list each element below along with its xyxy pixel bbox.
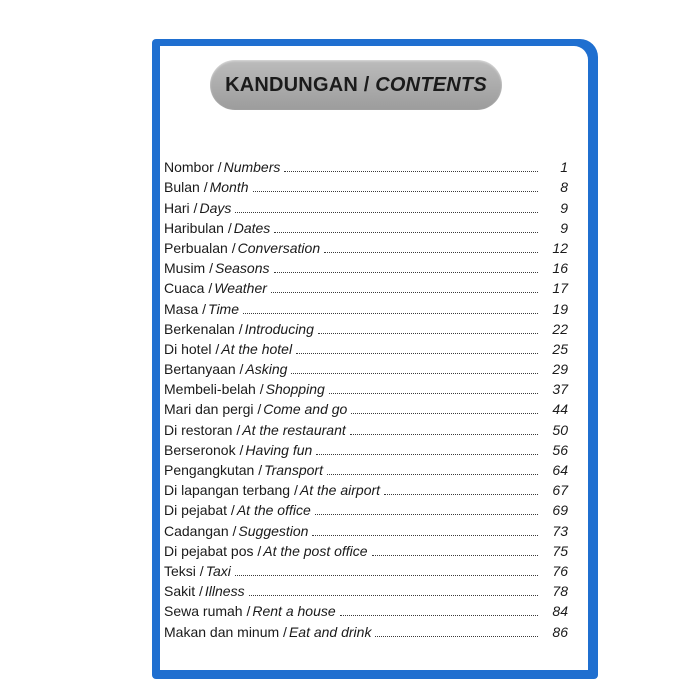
- dot-leader: [375, 626, 538, 637]
- entry-page-number: 9: [560, 199, 568, 216]
- entry-separator: /: [234, 320, 243, 337]
- toc-entry: [164, 518, 568, 538]
- entry-english: Eat and drink: [288, 623, 372, 640]
- entry-page-number: 37: [552, 381, 568, 398]
- entry-separator: /: [205, 260, 214, 277]
- entry-english: Having fun: [245, 441, 313, 458]
- toc-entry: [164, 599, 568, 619]
- entry-separator: /: [254, 462, 263, 478]
- toc-entry: [164, 498, 568, 518]
- entry-english: At the office: [236, 502, 311, 519]
- dot-leader: [351, 403, 538, 414]
- entry-malay: Makan dan minum: [164, 623, 280, 640]
- entry-malay: Membeli-belah: [164, 381, 256, 398]
- entry-malay: Sewa rumah: [164, 603, 243, 620]
- entry-page-number: 9: [560, 219, 568, 236]
- dot-leader: [274, 222, 538, 233]
- toc-entry: [164, 559, 568, 579]
- dot-leader: [316, 444, 538, 455]
- entry-page-number: 75: [552, 542, 568, 559]
- entry-malay: Di hotel: [164, 340, 212, 357]
- entry-malay: Musim: [164, 260, 206, 277]
- toc-entry: [164, 458, 568, 478]
- entry-english: At the airport: [299, 482, 381, 499]
- entry-separator: /: [211, 340, 220, 357]
- table-of-contents: [164, 155, 568, 640]
- entry-page-number: 50: [552, 421, 568, 438]
- toc-entry: [164, 296, 568, 316]
- entry-malay: Pengangkutan: [164, 462, 255, 478]
- entry-page-number: 17: [552, 280, 568, 297]
- toc-entry: [164, 619, 568, 639]
- entry-page-number: 76: [552, 562, 568, 579]
- entry-english: Days: [199, 199, 232, 216]
- toc-entry: [164, 417, 568, 437]
- toc-entry: [164, 478, 568, 498]
- entry-english: Suggestion: [238, 522, 309, 539]
- entry-separator: /: [198, 300, 207, 317]
- page-title: [225, 74, 487, 97]
- title-malay: KANDUNGAN: [225, 73, 358, 96]
- dot-leader: [372, 545, 538, 556]
- entry-malay: Nombor: [164, 159, 214, 176]
- toc-entry: [164, 216, 568, 236]
- dot-leader: [235, 202, 538, 213]
- entry-malay: Cuaca: [164, 280, 205, 297]
- toc-entry: [164, 256, 568, 276]
- entry-separator: /: [227, 239, 236, 256]
- entry-separator: /: [195, 562, 204, 579]
- entry-separator: /: [213, 159, 222, 176]
- entry-malay: Di lapangan terbang: [164, 482, 291, 499]
- dot-leader: [253, 181, 538, 192]
- dot-leader: [384, 484, 538, 495]
- title-banner: [210, 60, 502, 110]
- dot-leader: [315, 504, 538, 515]
- entry-page-number: 25: [552, 340, 568, 357]
- entry-separator: /: [195, 583, 203, 600]
- dot-leader: [249, 585, 538, 596]
- entry-english: Seasons: [215, 260, 270, 277]
- entry-english: Numbers: [223, 159, 281, 176]
- entry-separator: /: [204, 280, 213, 297]
- entry-english: At the post office: [263, 542, 368, 559]
- toc-entry: [164, 175, 568, 195]
- entry-page-number: 16: [552, 260, 568, 277]
- dot-leader: [329, 383, 538, 394]
- entry-separator: /: [255, 381, 264, 398]
- entry-malay: Sakit: [164, 583, 196, 600]
- entry-english: Time: [208, 300, 240, 317]
- dot-leader: [284, 161, 538, 172]
- entry-separator: /: [235, 361, 244, 378]
- entry-malay: Haribulan: [164, 219, 224, 236]
- entry-separator: /: [228, 522, 237, 539]
- dot-leader: [291, 363, 538, 374]
- dot-leader: [324, 242, 538, 253]
- entry-page-number: 86: [552, 623, 568, 640]
- entry-malay: Cadangan: [164, 522, 229, 539]
- toc-entry: [164, 276, 568, 296]
- entry-english: Transport: [264, 462, 323, 478]
- entry-english: Conversation: [237, 239, 321, 256]
- toc-entry: [164, 579, 568, 599]
- entry-malay: Di restoran: [164, 421, 233, 438]
- entry-english: Dates: [233, 219, 271, 236]
- entry-malay: Bertanyaan: [164, 361, 236, 378]
- entry-page-number: 12: [552, 239, 568, 256]
- entry-separator: /: [279, 623, 287, 640]
- entry-separator: /: [253, 401, 262, 418]
- dot-leader: [350, 424, 538, 435]
- entry-separator: /: [227, 502, 235, 519]
- dot-leader: [312, 525, 538, 536]
- entry-page-number: 67: [552, 482, 568, 499]
- dot-leader: [274, 262, 539, 273]
- title-separator: /: [358, 73, 376, 96]
- entry-english: Shopping: [265, 381, 325, 398]
- entry-page-number: 84: [552, 603, 568, 620]
- entry-separator: /: [232, 421, 241, 438]
- entry-english: At the hotel: [221, 340, 293, 357]
- entry-malay: Masa: [164, 300, 199, 317]
- dot-leader: [271, 282, 538, 293]
- entry-page-number: 78: [552, 583, 568, 600]
- entry-english: Taxi: [205, 562, 231, 579]
- toc-entry: [164, 438, 568, 458]
- title-english: CONTENTS: [375, 73, 487, 96]
- entry-page-number: 73: [552, 522, 568, 539]
- entry-english: Asking: [245, 361, 288, 378]
- entry-english: Introducing: [244, 320, 314, 337]
- entry-malay: Bulan: [164, 179, 200, 196]
- entry-malay: Berkenalan: [164, 320, 235, 337]
- toc-entry: [164, 337, 568, 357]
- entry-malay: Di pejabat pos: [164, 542, 254, 559]
- entry-separator: /: [189, 199, 198, 216]
- toc-entry: [164, 195, 568, 215]
- entry-malay: Mari dan pergi: [164, 401, 254, 418]
- toc-entry: [164, 317, 568, 337]
- toc-entry: [164, 397, 568, 417]
- dot-leader: [318, 323, 538, 334]
- entry-separator: /: [242, 603, 251, 620]
- entry-malay: Di pejabat: [164, 502, 228, 519]
- entry-english: Weather: [214, 280, 267, 297]
- entry-english: At the restaurant: [242, 421, 346, 438]
- entry-english: Illness: [204, 583, 245, 600]
- entry-malay: Perbualan: [164, 239, 228, 256]
- entry-separator: /: [253, 542, 262, 559]
- entry-separator: /: [290, 482, 298, 499]
- entry-english: Come and go: [263, 401, 348, 418]
- entry-page-number: 56: [552, 441, 568, 458]
- entry-malay: Berseronok: [164, 441, 236, 458]
- toc-entry: [164, 539, 568, 559]
- entry-english: Rent a house: [252, 603, 336, 620]
- dot-leader: [243, 303, 538, 314]
- entry-separator: /: [223, 219, 232, 236]
- dot-leader: [235, 565, 538, 576]
- entry-malay: Hari: [164, 199, 190, 216]
- entry-page-number: 1: [560, 159, 568, 176]
- entry-page-number: 19: [552, 300, 568, 317]
- entry-separator: /: [199, 179, 208, 196]
- entry-page-number: 29: [552, 361, 568, 378]
- toc-entry: [164, 236, 568, 256]
- toc-entry: [164, 155, 568, 175]
- toc-entry: [164, 377, 568, 397]
- entry-page-number: 22: [552, 320, 568, 337]
- dot-leader: [296, 343, 538, 354]
- entry-separator: /: [235, 441, 244, 458]
- dot-leader: [340, 605, 538, 616]
- entry-page-number: 69: [552, 502, 568, 519]
- dot-leader: [327, 464, 538, 475]
- toc-entry: [164, 357, 568, 377]
- entry-malay: Teksi: [164, 562, 196, 579]
- entry-page-number: 44: [552, 401, 568, 418]
- entry-page-number: 8: [560, 179, 568, 196]
- entry-english: Month: [209, 179, 249, 196]
- entry-page-number: 64: [552, 462, 568, 478]
